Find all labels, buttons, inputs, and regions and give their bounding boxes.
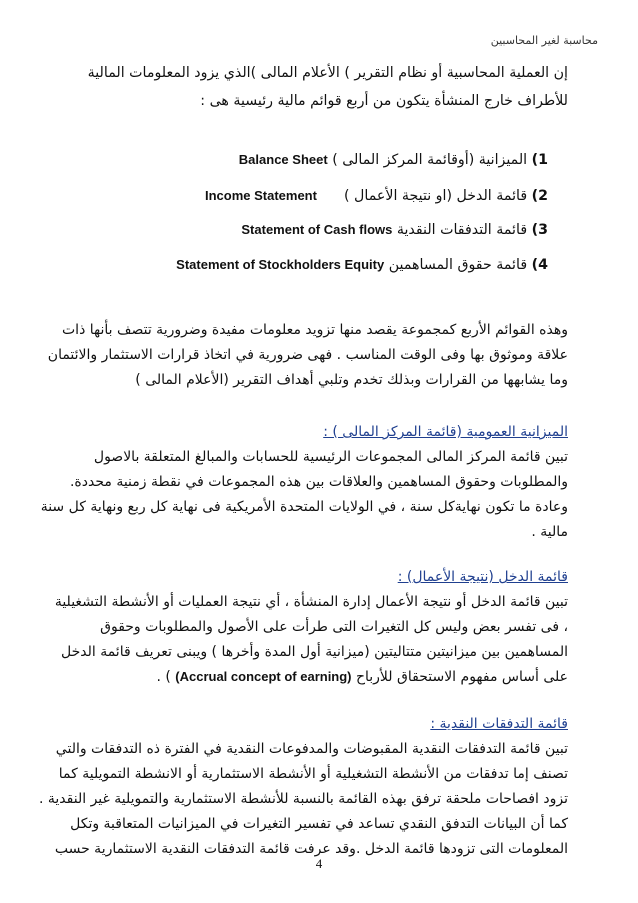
intro-line: للأطراف خارج المنشأة يتكون من أربع قوائم مالية رئيسية هى : bbox=[200, 93, 568, 109]
item-english: Statement of Stockholders Equity bbox=[176, 257, 385, 272]
intro-line: إن العملية المحاسبية أو نظام التقرير ) الأعلام المالى )الذي يزود المعلومات المالية bbox=[87, 65, 568, 81]
heading-text: الميزانية العمومية (قائمة المركز المالى ) : bbox=[323, 424, 568, 440]
item-english: Statement of Cash flows bbox=[241, 222, 393, 237]
heading-text: قائمة التدفقات النقدية : bbox=[430, 716, 568, 732]
running-header: محاسبة لغير المحاسبين bbox=[490, 34, 598, 47]
accrual-text: على أساس مفهوم الاستحقاق للأرباح bbox=[355, 669, 568, 685]
paragraph-line: وهذه القوائم الأربع كمجموعة يقصد منها تزويد معلومات مفيدة وضرورية تتصف بأنها ذات bbox=[62, 322, 568, 338]
accrual-english: (Accrual concept of earning) bbox=[175, 669, 352, 684]
item-english: Income Statement bbox=[204, 188, 317, 203]
statement-item bbox=[48, 256, 548, 274]
item-arabic: الميزانية (أوقائمة المركز المالى ) bbox=[332, 152, 528, 168]
statement-item bbox=[48, 221, 548, 239]
item-arabic: قائمة التدفقات النقدية bbox=[396, 222, 528, 238]
paragraph-line bbox=[58, 665, 568, 690]
section-heading-balance-sheet bbox=[58, 420, 568, 445]
section-heading-income-statement bbox=[58, 565, 568, 590]
paragraph-line: وما يشابهها من القرارات وبذلك تخدم وتلبي أهداف التقرير (الأعلام المالى ) bbox=[135, 372, 568, 388]
paragraph-line: وعادة ما تكون نهايةكل سنة ، في الولايات المتحدة الأمريكية فى نهاية كل ربع ونهاية كل سنة bbox=[40, 499, 568, 515]
paragraph-line: المساهمين بين ميزانيتين متتاليتين (ميزانية أول المدة وأخرها ) ويبنى تعريف قائمة الدخل bbox=[61, 644, 568, 660]
section-heading-cash-flows bbox=[58, 712, 568, 737]
heading-text: قائمة الدخل (نتيجة الأعمال) : bbox=[397, 569, 568, 585]
statement-item bbox=[48, 151, 548, 169]
item-number: 2) bbox=[531, 188, 548, 204]
accrual-tail: ) . bbox=[156, 669, 171, 685]
item-number: 1) bbox=[531, 152, 548, 168]
paragraph-line: تبين قائمة الدخل أو نتيجة الأعمال إدارة المنشأة ، أي نتيجة العمليات أو الأنشطة التشغيلية bbox=[54, 594, 568, 610]
item-arabic: قائمة حقوق المساهمين bbox=[388, 257, 528, 273]
paragraph-line: تصنف إما تدفقات من الأنشطة التشغيلية أو الأنشطة الاستثمارية أو الانشطة التمويلية كما bbox=[58, 766, 568, 782]
item-arabic: قائمة الدخل (او نتيجة الأعمال ) bbox=[344, 188, 528, 204]
item-english: Balance Sheet bbox=[238, 152, 328, 167]
statement-item bbox=[48, 187, 548, 205]
paragraph-line: المعلومات التى تزودها قائمة الدخل .وقد عرفت قائمة التدفقات النقدية الاستثمارية حسب bbox=[54, 841, 568, 857]
paragraph-line: تبين قائمة التدفقات النقدية المقبوضات والمدفوعات النقدية في الفترة ذه التدفقات والتي bbox=[55, 741, 568, 757]
paragraph-line: تزود افصاحات ملحقة ترفق بهذه القائمة بالنسبة للأنشطة الاستثمارية والتمويلية غير النقدية . bbox=[39, 791, 568, 807]
paragraph-line: مالية . bbox=[531, 524, 568, 540]
paragraph-line: تبين قائمة المركز المالى المجموعات الرئيسية للحسابات والمبالغ المتعلقة بالاصول bbox=[93, 449, 568, 465]
paragraph-line: ، فى تفسر بعض وليس كل التغيرات التى طرأت على الأصول والمطلوبات وحقوق bbox=[100, 619, 568, 635]
paragraph-line: علاقة وموثوق بها وفى الوقت المناسب . فهى ضرورية في اتخاذ قرارات الاستثمار والائتمان bbox=[47, 347, 568, 363]
item-number: 3) bbox=[531, 222, 548, 238]
page-number: 4 bbox=[315, 856, 323, 871]
item-number: 4) bbox=[531, 257, 548, 273]
paragraph-line: كما أن البيانات التدفق النقدي تساعد في تفسير التغيرات في الميزانيات المتعاقبة وتكل bbox=[70, 816, 568, 832]
paragraph-line: والمطلوبات وحقوق المساهمين والعلاقات بين هذه المجموعات في نقطة زمنية محددة. bbox=[69, 474, 568, 490]
